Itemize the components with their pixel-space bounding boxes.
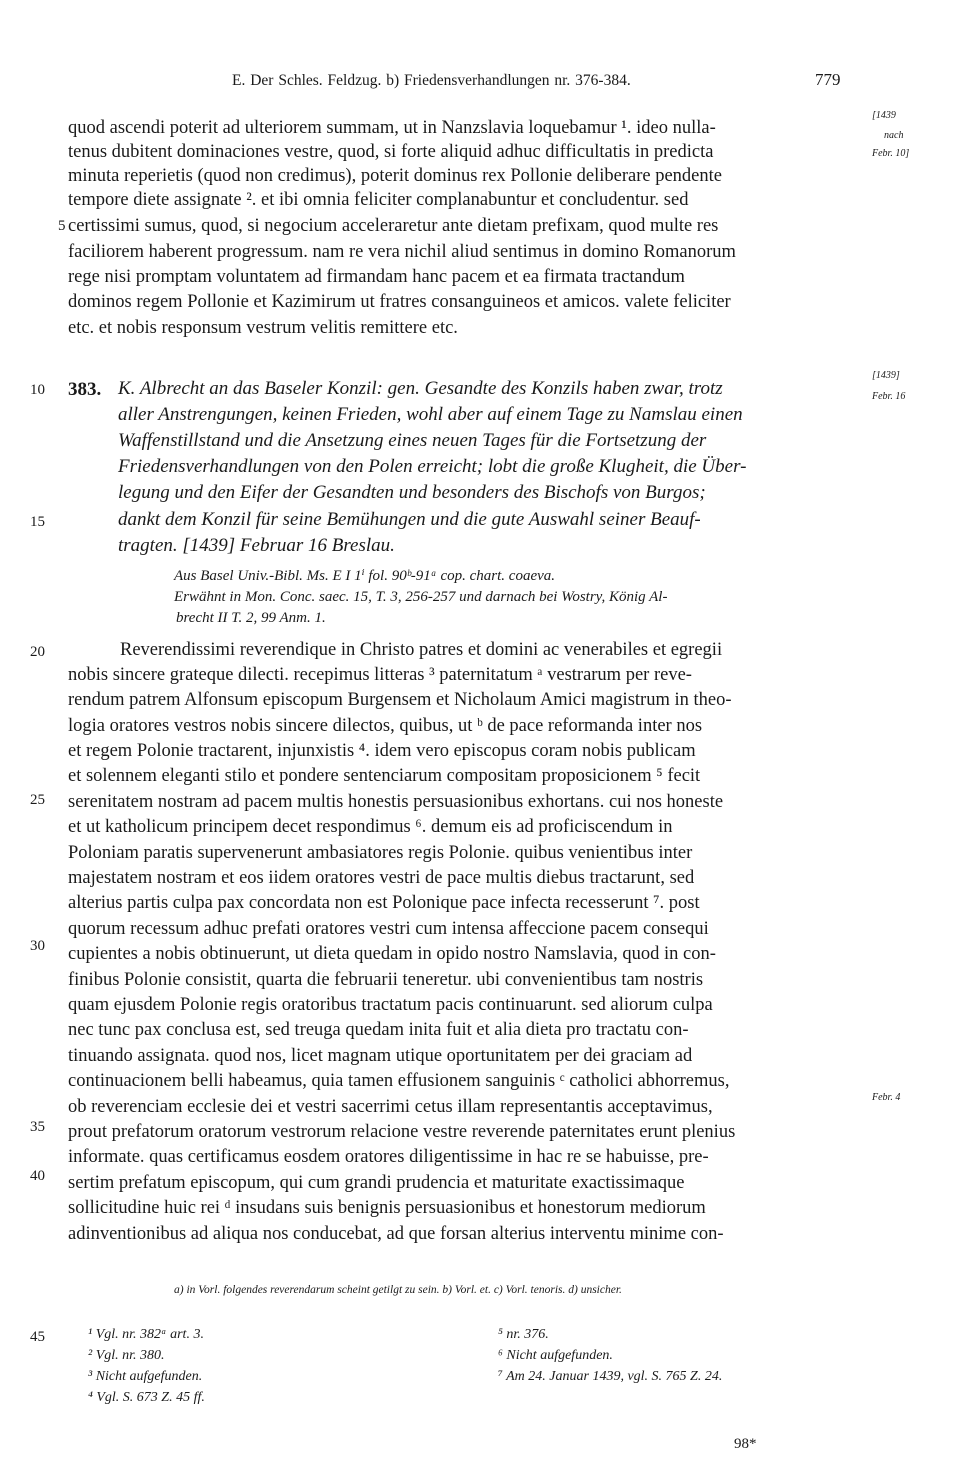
margin-note-date-1b: nach xyxy=(884,130,904,141)
text-line: minuta reperietis (quod non credimus), poterit dominus rex Pollonie deliberare pendente xyxy=(68,166,722,186)
text-line: sollicitudine huic rei ᵈ insudans suis benignis persuasionibus et honestorum mediorum xyxy=(68,1198,706,1218)
text-line: et solennem eleganti stilo et pondere sentenciarum compositam proposicionem ⁵ fecit xyxy=(68,766,701,786)
line-number: 5 xyxy=(58,218,66,234)
text-line: informate. quas certificamus eosdem oratores diligentissime in hac re se habuisse, pre- xyxy=(68,1147,709,1167)
text-line: et regem Polonie tractarent, injunxistis ⁴. idem vero episcopus coram nobis publicam xyxy=(68,741,696,761)
footnote: ⁶ Nicht aufgefunden. xyxy=(498,1348,613,1363)
entry-heading-line: Waffenstillstand und die Ansetzung eines neuen Tages für die Fortsetzung der xyxy=(118,430,707,451)
footnote: ² Vgl. nr. 380. xyxy=(88,1348,165,1363)
running-title: E. Der Schles. Feldzug. b) Friedensverhandlungen nr. 376-384. xyxy=(232,72,631,89)
text-line: dominos regem Pollonie et Kazimirum ut fratres consanguineos et amicos. valete feliciter xyxy=(68,292,731,312)
text-line: certissimi sumus, quod, si negocium acceleraretur ante dietam prefixam, quod multe res xyxy=(68,216,719,236)
line-number: 15 xyxy=(30,514,45,530)
margin-note-date-3: Febr. 4 xyxy=(872,1092,901,1103)
text-line: nobis sincere grateque dilecti. recepimus litteras ³ paternitatum ᵃ vestrarum per reve- xyxy=(68,665,692,685)
text-line: cupientes a nobis obtinuerunt, ut dieta quedam in opido nostro Namslavia, quod in con- xyxy=(68,944,716,964)
entry-heading-line: tragten. [1439] Februar 16 Breslau. xyxy=(118,535,395,556)
text-line: tenus dubitent dominaciones vestre, quod, si forte aliquid adhuc difficultatis in predicta xyxy=(68,142,714,162)
margin-note-date-2a: [1439] xyxy=(872,370,900,381)
text-line: majestatem nostram et eos iidem oratores vestri de pace multis diebus tractarunt, sed xyxy=(68,868,695,888)
footnote: ⁴ Vgl. S. 673 Z. 45 ff. xyxy=(88,1390,205,1405)
footnote: ⁷ Am 24. Januar 1439, vgl. S. 765 Z. 24. xyxy=(498,1369,723,1384)
footnote: ¹ Vgl. nr. 382ᵃ art. 3. xyxy=(88,1327,204,1342)
line-number: 20 xyxy=(30,644,45,660)
text-line: et ut katholicum principem decet respondimus ⁶. demum eis ad proficiscendum in xyxy=(68,817,673,837)
margin-note-date-1c: Febr. 10] xyxy=(872,148,910,159)
footnote: ⁵ nr. 376. xyxy=(498,1327,549,1342)
entry-heading-line: aller Anstrengungen, keinen Frieden, wohl aber auf einem Tage zu Namslau einen xyxy=(118,404,743,425)
source-line: brecht II T. 2, 99 Anm. 1. xyxy=(176,610,326,626)
text-line: etc. et nobis responsum vestrum velitis remittere etc. xyxy=(68,318,458,338)
margin-note-date-2b: Febr. 16 xyxy=(872,391,906,402)
text-line: prout prefatorum oratorum vestrorum relacione vestre reverende paternitates erunt plenius xyxy=(68,1122,736,1142)
text-line: alterius partis culpa pax concordata non est Polonique pace infecta recesserunt ⁷. post xyxy=(68,893,700,913)
line-number: 10 xyxy=(30,382,45,398)
entry-number: 383. xyxy=(68,379,102,400)
page-number: 779 xyxy=(815,70,841,89)
text-line: faciliorem haberent progressum. nam re vera nichil aliud sentimus in domino Romanorum xyxy=(68,242,736,262)
text-line: Poloniam paratis supervenerunt ambasiatores regis Polonie. quibus venientibus inter xyxy=(68,843,693,863)
line-number: 35 xyxy=(30,1119,45,1135)
entry-heading-line: legung und den Eifer der Gesandten und besonders des Bischofs von Burgos; xyxy=(118,482,706,503)
line-number: 45 xyxy=(30,1329,45,1345)
text-line: rendum patrem Alfonsum episcopum Burgensem et Nicholaum Amici magistrum in theo- xyxy=(68,690,732,710)
text-line: continuacionem belli habeamus, quia tamen effusionem sanguinis ᶜ catholici abhorremus, xyxy=(68,1071,730,1091)
critical-apparatus: a) in Vorl. folgendes reverendarum scheint getilgt zu sein. b) Vorl. et. c) Vorl. tenoris. d) unsicher. xyxy=(174,1284,622,1296)
text-line: Reverendissimi reverendique in Christo patres et domini ac venerabiles et egregii xyxy=(120,640,723,660)
text-line: quod ascendi poterit ad ulteriorem summam, ut in Nanzslavia loquebamur ¹. ideo nulla- xyxy=(68,118,716,138)
source-line: Aus Basel Univ.-Bibl. Ms. E I 1ⁱ fol. 90ᵇ-91ᵃ cop. chart. coaeva. xyxy=(174,568,556,584)
text-line: rege nisi promptam voluntatem ad firmandam hanc pacem et ea firmata tractandum xyxy=(68,267,685,287)
footnote: ³ Nicht aufgefunden. xyxy=(88,1369,203,1384)
text-line: sertim prefatum episcopum, qui cum grandi prudencia et maturitate exactissimaque xyxy=(68,1173,685,1193)
text-line: quam ejusdem Polonie regis oratoribus tractatum pacis continuarunt. sed aliorum culpa xyxy=(68,995,713,1015)
entry-heading-line: K. Albrecht an das Baseler Konzil: gen. Gesandte des Konzils haben zwar, trotz xyxy=(118,378,723,399)
entry-heading-line: dankt dem Konzil für seine Bemühungen und die gute Auswahl seiner Beauf- xyxy=(118,509,701,530)
text-line: ob reverenciam ecclesie dei et vestri sacerrimi cetus illam representantis acceptavimus, xyxy=(68,1097,713,1117)
line-number: 25 xyxy=(30,792,45,808)
margin-note-date-1a: [1439 xyxy=(872,110,896,121)
text-line: nec tunc pax conclusa est, sed treuga quedam inita fuit et alia dieta pro tractatu con- xyxy=(68,1020,689,1040)
line-number: 40 xyxy=(30,1168,45,1184)
text-line: finibus Polonie consistit, quarta die februarii teneretur. ubi convenientibus tam nostris xyxy=(68,970,704,990)
line-number: 30 xyxy=(30,938,45,954)
text-line: serenitatem nostram ad pacem multis honestis persuasionibus exhortans. cui nos honeste xyxy=(68,792,724,812)
text-line: logia oratores vestros nobis sincere dilectos, quibus, ut ᵇ de pace reformanda inter nos xyxy=(68,716,703,736)
text-line: tempore diete assignate ². et ibi omnia feliciter complanabuntur et concludentur. sed xyxy=(68,190,689,210)
source-line: Erwähnt in Mon. Conc. saec. 15, T. 3, 256-257 und darnach bei Wostry, König Al- xyxy=(174,589,668,605)
text-line: adinventionibus ad aliqua nos conducebat, ad que forsan alterius interventu minime con- xyxy=(68,1224,724,1244)
text-line: quorum recessum adhuc prefati oratores vestri cum intensa affeccione pacem consequi xyxy=(68,919,709,939)
signature-mark: 98* xyxy=(734,1436,757,1452)
text-line: tinuando assignata. quod nos, licet magnam utique oportunitatem per dei graciam ad xyxy=(68,1046,693,1066)
entry-heading-line: Friedensverhandlungen von den Polen erreicht; lobt die große Klugheit, die Über- xyxy=(118,456,747,477)
